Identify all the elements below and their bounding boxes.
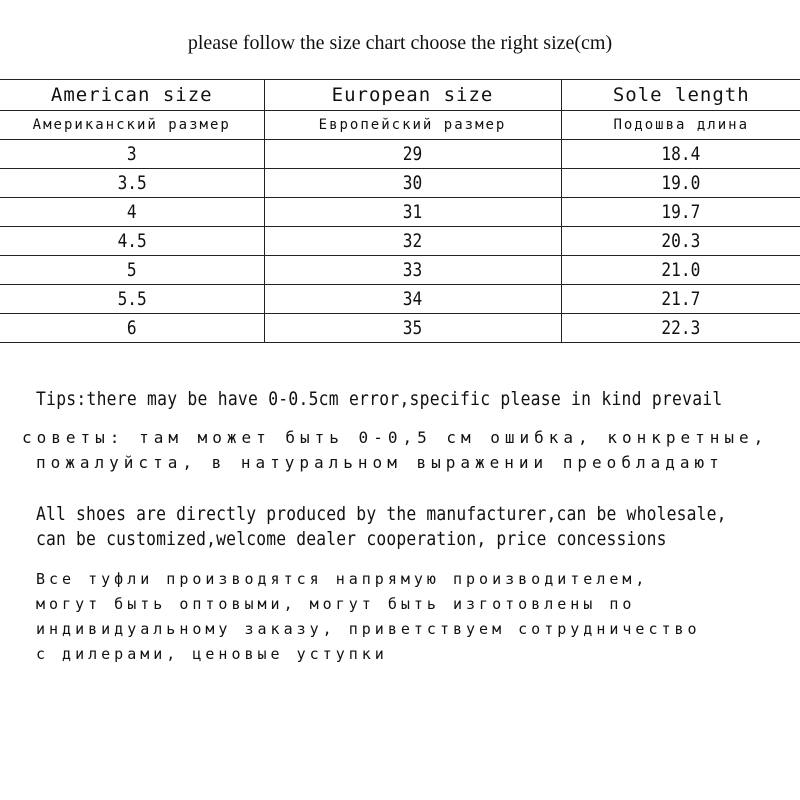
table-row xyxy=(0,198,800,227)
table-row xyxy=(0,314,800,343)
header-sole-length: Sole length xyxy=(561,80,800,111)
cell-european-size: 30 xyxy=(264,169,561,198)
cell-american-size: 3 xyxy=(0,140,264,169)
cell-american-size: 5.5 xyxy=(0,285,264,314)
note-text-ru-line4: с дилерами, ценовые уступки xyxy=(36,645,388,663)
header-european-size: European size xyxy=(264,80,561,111)
header-sole-length-ru: Подошва длина xyxy=(561,111,800,140)
header-american-size-ru: Американский размер xyxy=(0,111,264,140)
header-american-size: American size xyxy=(0,80,264,111)
note-text-en-line2: can be customized,welcome dealer cooperation, price concessions xyxy=(36,528,667,550)
cell-american-size: 4.5 xyxy=(0,227,264,256)
cell-european-size: 34 xyxy=(264,285,561,314)
note-text-ru-line3: индивидуальному заказу, приветствуем сотрудничество xyxy=(36,620,701,638)
cell-european-size: 35 xyxy=(264,314,561,343)
table-row xyxy=(0,169,800,198)
cell-sole-length: 21.7 xyxy=(561,285,800,314)
tips-text-ru-line1: советы: там может быть 0-0,5 см ошибка, конкретные, xyxy=(22,428,769,447)
cell-sole-length: 21.0 xyxy=(561,256,800,285)
table-row xyxy=(0,227,800,256)
header-row-en xyxy=(0,80,800,111)
tips-text-en: Tips:there may be have 0-0.5cm error,specific please in kind prevail xyxy=(36,388,723,410)
cell-sole-length: 19.7 xyxy=(561,198,800,227)
cell-american-size: 3.5 xyxy=(0,169,264,198)
cell-american-size: 4 xyxy=(0,198,264,227)
header-european-size-ru: Европейский размер xyxy=(264,111,561,140)
cell-european-size: 31 xyxy=(264,198,561,227)
note-text-en-line1: All shoes are directly produced by the manufacturer,can be wholesale, xyxy=(36,503,727,525)
cell-sole-length: 22.3 xyxy=(561,314,800,343)
tips-text-ru-line2: пожалуйста, в натуральном выражении преобладают xyxy=(36,453,724,472)
cell-american-size: 5 xyxy=(0,256,264,285)
note-text-ru-line2: могут быть оптовыми, могут быть изготовлены по xyxy=(36,595,636,613)
cell-european-size: 33 xyxy=(264,256,561,285)
cell-sole-length: 20.3 xyxy=(561,227,800,256)
page-title: please follow the size chart choose the right size(cm) xyxy=(187,32,613,54)
cell-american-size: 6 xyxy=(0,314,264,343)
table-row xyxy=(0,285,800,314)
header-row-ru xyxy=(0,111,800,140)
note-text-ru-line1: Все туфли производятся напрямую производителем, xyxy=(36,570,649,588)
cell-sole-length: 18.4 xyxy=(561,140,800,169)
table-row xyxy=(0,140,800,169)
size-chart-table xyxy=(0,79,800,343)
cell-sole-length: 19.0 xyxy=(561,169,800,198)
cell-european-size: 29 xyxy=(264,140,561,169)
table-row xyxy=(0,256,800,285)
cell-european-size: 32 xyxy=(264,227,561,256)
